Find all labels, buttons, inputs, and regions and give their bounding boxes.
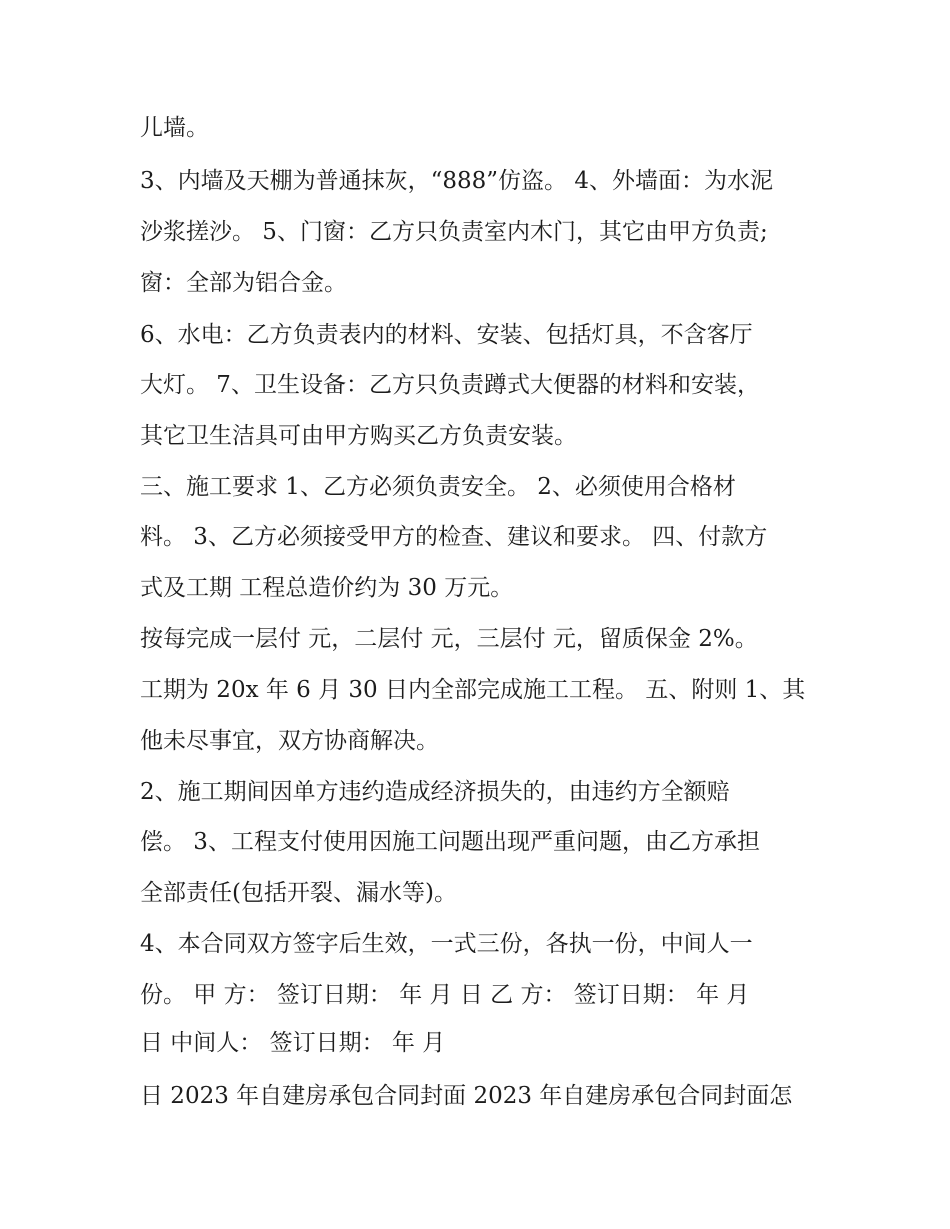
text-line: 料。 3、乙方必须接受甲方的检查、建议和要求。 四、付款方 xyxy=(140,524,768,550)
text-line: 其它卫生洁具可由甲方购买乙方负责安装。 xyxy=(140,423,577,449)
text-line: 工期为 20x 年 6 月 30 日内全部完成施工工程。 五、附则 1、其 xyxy=(140,677,806,703)
text-line: 日 中间人： 签订日期： 年 月 xyxy=(140,1030,446,1056)
text-line: 窗：全部为铝合金。 xyxy=(140,270,347,296)
text-line: 2、施工期间因单方违约造成经济损失的，由违约方全额赔 xyxy=(140,779,730,805)
text-line: 儿墙。 xyxy=(140,115,209,141)
text-line: 3、内墙及天棚为普通抹灰，“888”仿盗。 4、外墙面：为水泥 xyxy=(140,168,773,194)
text-line: 他未尽事宜，双方协商解决。 xyxy=(140,728,439,754)
text-line: 日 2023 年自建房承包合同封面 2023 年自建房承包合同封面怎 xyxy=(140,1083,793,1109)
text-line: 全部责任(包括开裂、漏水等)。 xyxy=(140,880,457,906)
text-line: 三、施工要求 1、乙方必须负责安全。 2、必须使用合格材 xyxy=(140,474,736,500)
text-line: 按每完成一层付 元，二层付 元，三层付 元，留质保金 2%。 xyxy=(140,626,758,652)
text-line: 式及工期 工程总造价约为 30 万元。 xyxy=(140,575,514,601)
text-line: 沙浆搓沙。 5、门窗：乙方只负责室内木门，其它由甲方负责; xyxy=(140,219,768,245)
text-line: 份。 甲 方： 签订日期： 年 月 日 乙 方： 签订日期： 年 月 xyxy=(140,982,750,1008)
text-line: 6、水电：乙方负责表内的材料、安装、包括灯具，不含客厅 xyxy=(140,322,753,348)
text-line: 大灯。 7、卫生设备：乙方只负责蹲式大便器的材料和安装， xyxy=(140,372,760,398)
text-line: 4、本合同双方签字后生效，一式三份，各执一份，中间人一 xyxy=(140,931,753,957)
text-line: 偿。 3、工程支付使用因施工问题出现严重问题，由乙方承担 xyxy=(140,829,760,855)
